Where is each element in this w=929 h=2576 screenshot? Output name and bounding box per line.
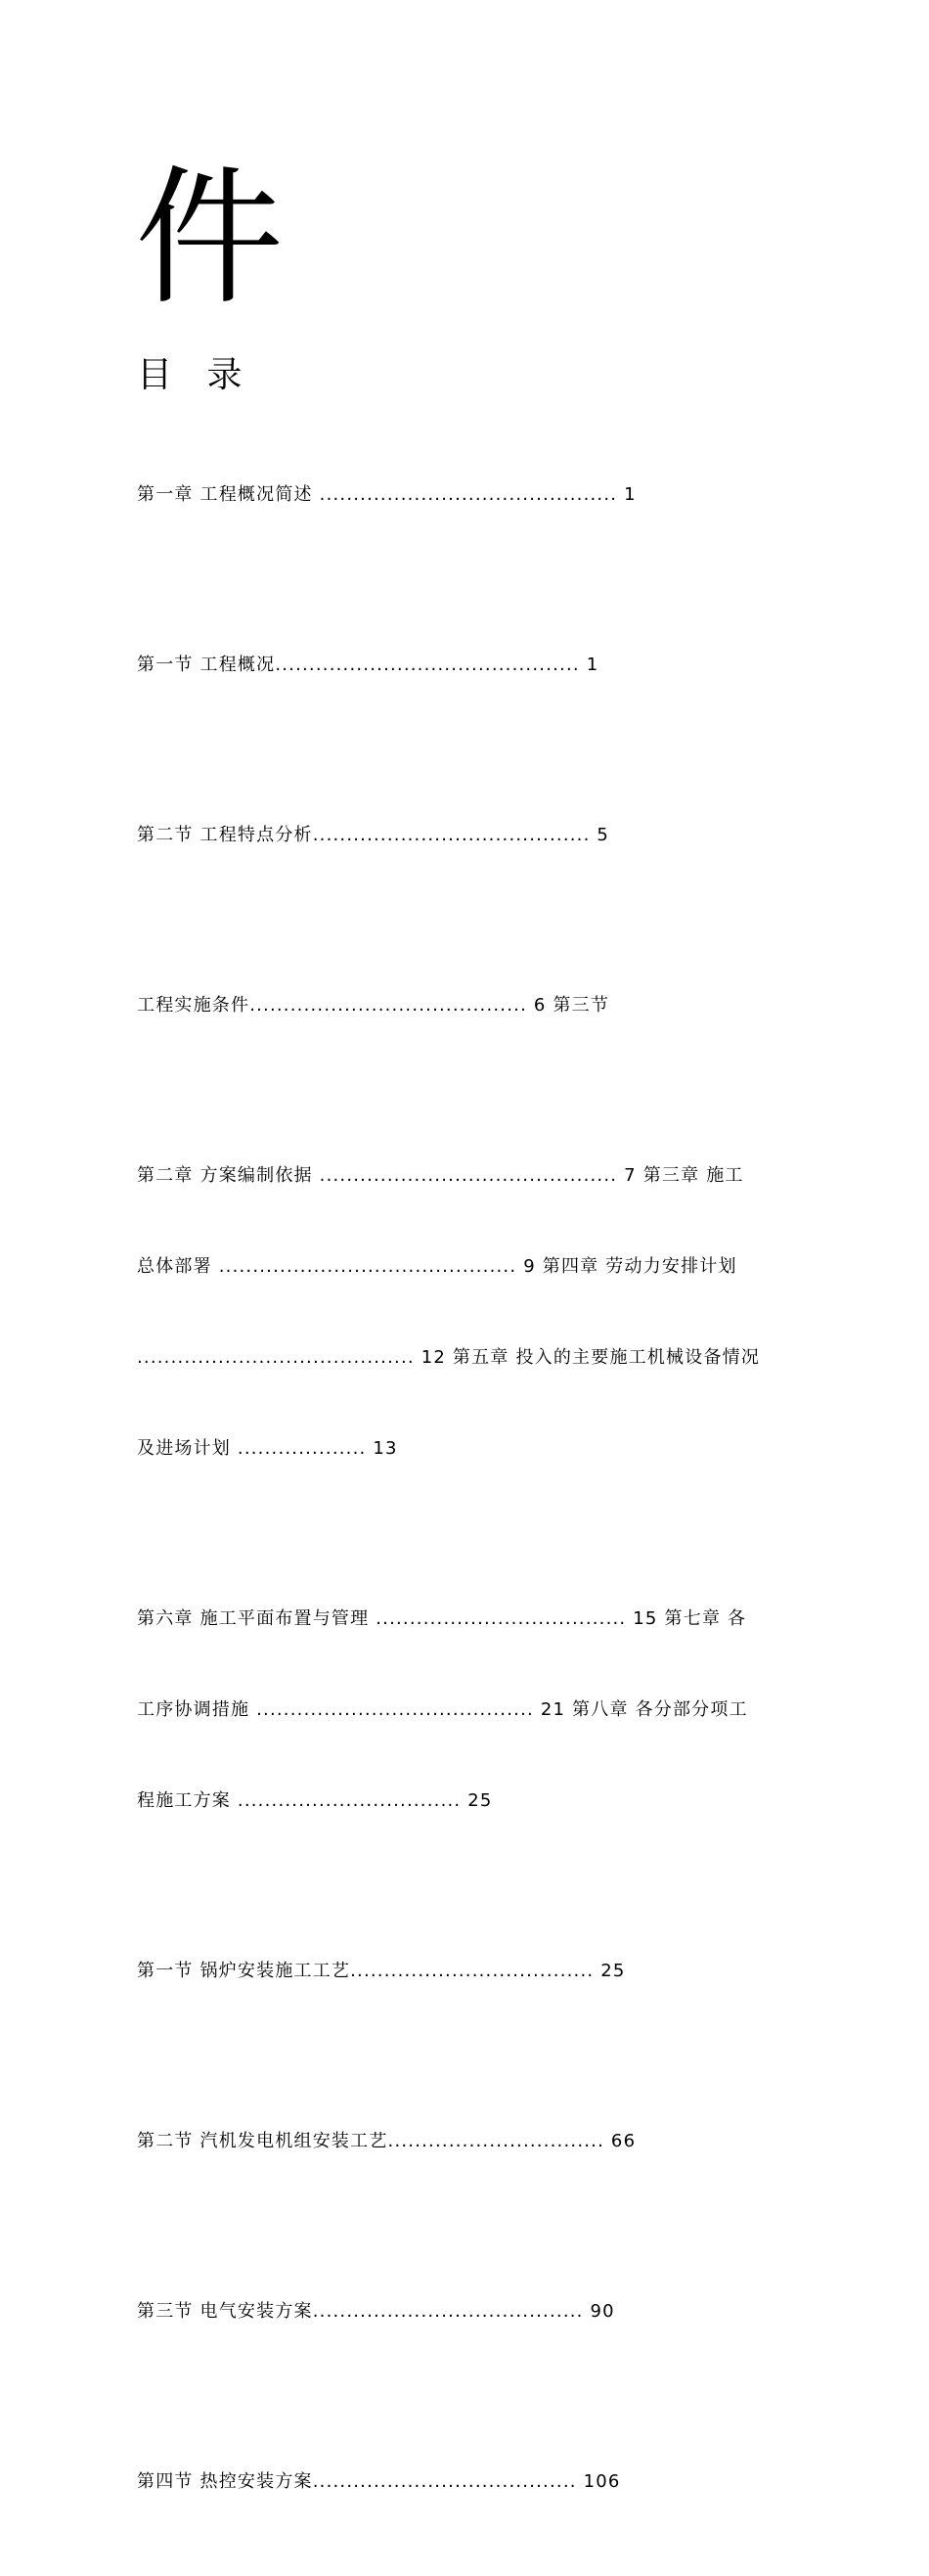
- toc-entry[interactable]: [137, 929, 802, 1081]
- toc-entry-text: 第四节 热控安装方案....................................... 106: [137, 2471, 621, 2492]
- toc-entry-text: 第二节 汽机发电机组安装工艺................................ 66: [137, 2131, 637, 2151]
- toc-entry-text: 第六章 施工平面布置与管理 ..................................... 15 第七章 各: [137, 1608, 747, 1629]
- toc-entry[interactable]: [137, 419, 802, 570]
- toc-entry-text: 工程实施条件......................................... 6 第三节: [137, 995, 610, 1016]
- table-of-contents: [137, 419, 802, 2576]
- toc-entry[interactable]: [137, 759, 802, 911]
- toc-entry-text: 及进场计划 ................... 13: [137, 1438, 398, 1459]
- toc-entry-text: 第二章 方案编制依据 ............................................ 7 第三章 施工: [137, 1165, 744, 1186]
- large-character-heading: 件: [135, 152, 284, 325]
- toc-entry-text: 工序协调措施 ......................................... 21 第八章 各分部分项工: [137, 1699, 748, 1720]
- toc-entry[interactable]: [137, 1100, 802, 1524]
- toc-entry[interactable]: [137, 1543, 802, 1876]
- toc-entry-text: 第三节 电气安装方案........................................ 90: [137, 2301, 615, 2322]
- toc-title: 目 录: [137, 355, 254, 395]
- toc-entry[interactable]: [137, 2236, 802, 2387]
- toc-entry[interactable]: [137, 2065, 802, 2217]
- toc-entry-text: 第一章 工程概况简述 ............................................ 1: [137, 484, 637, 505]
- toc-entry-text: 程施工方案 ................................. 25: [137, 1790, 493, 1811]
- toc-entry-text: 总体部署 ............................................ 9 第四章 劳动力安排计划: [137, 1256, 737, 1277]
- toc-entry[interactable]: [137, 1895, 802, 2047]
- toc-entry-text: 第一节 工程概况............................................. 1: [137, 655, 599, 675]
- toc-entry-text: 第二节 工程特点分析......................................... 5: [137, 825, 610, 845]
- toc-entry[interactable]: [137, 589, 802, 741]
- toc-entry-text: ......................................... 12 第五章 投入的主要施工机械设备情况: [137, 1347, 761, 1368]
- toc-entry-text: 第一节 锅炉安装施工工艺.................................... 25: [137, 1961, 626, 1981]
- toc-entry[interactable]: [137, 2406, 802, 2557]
